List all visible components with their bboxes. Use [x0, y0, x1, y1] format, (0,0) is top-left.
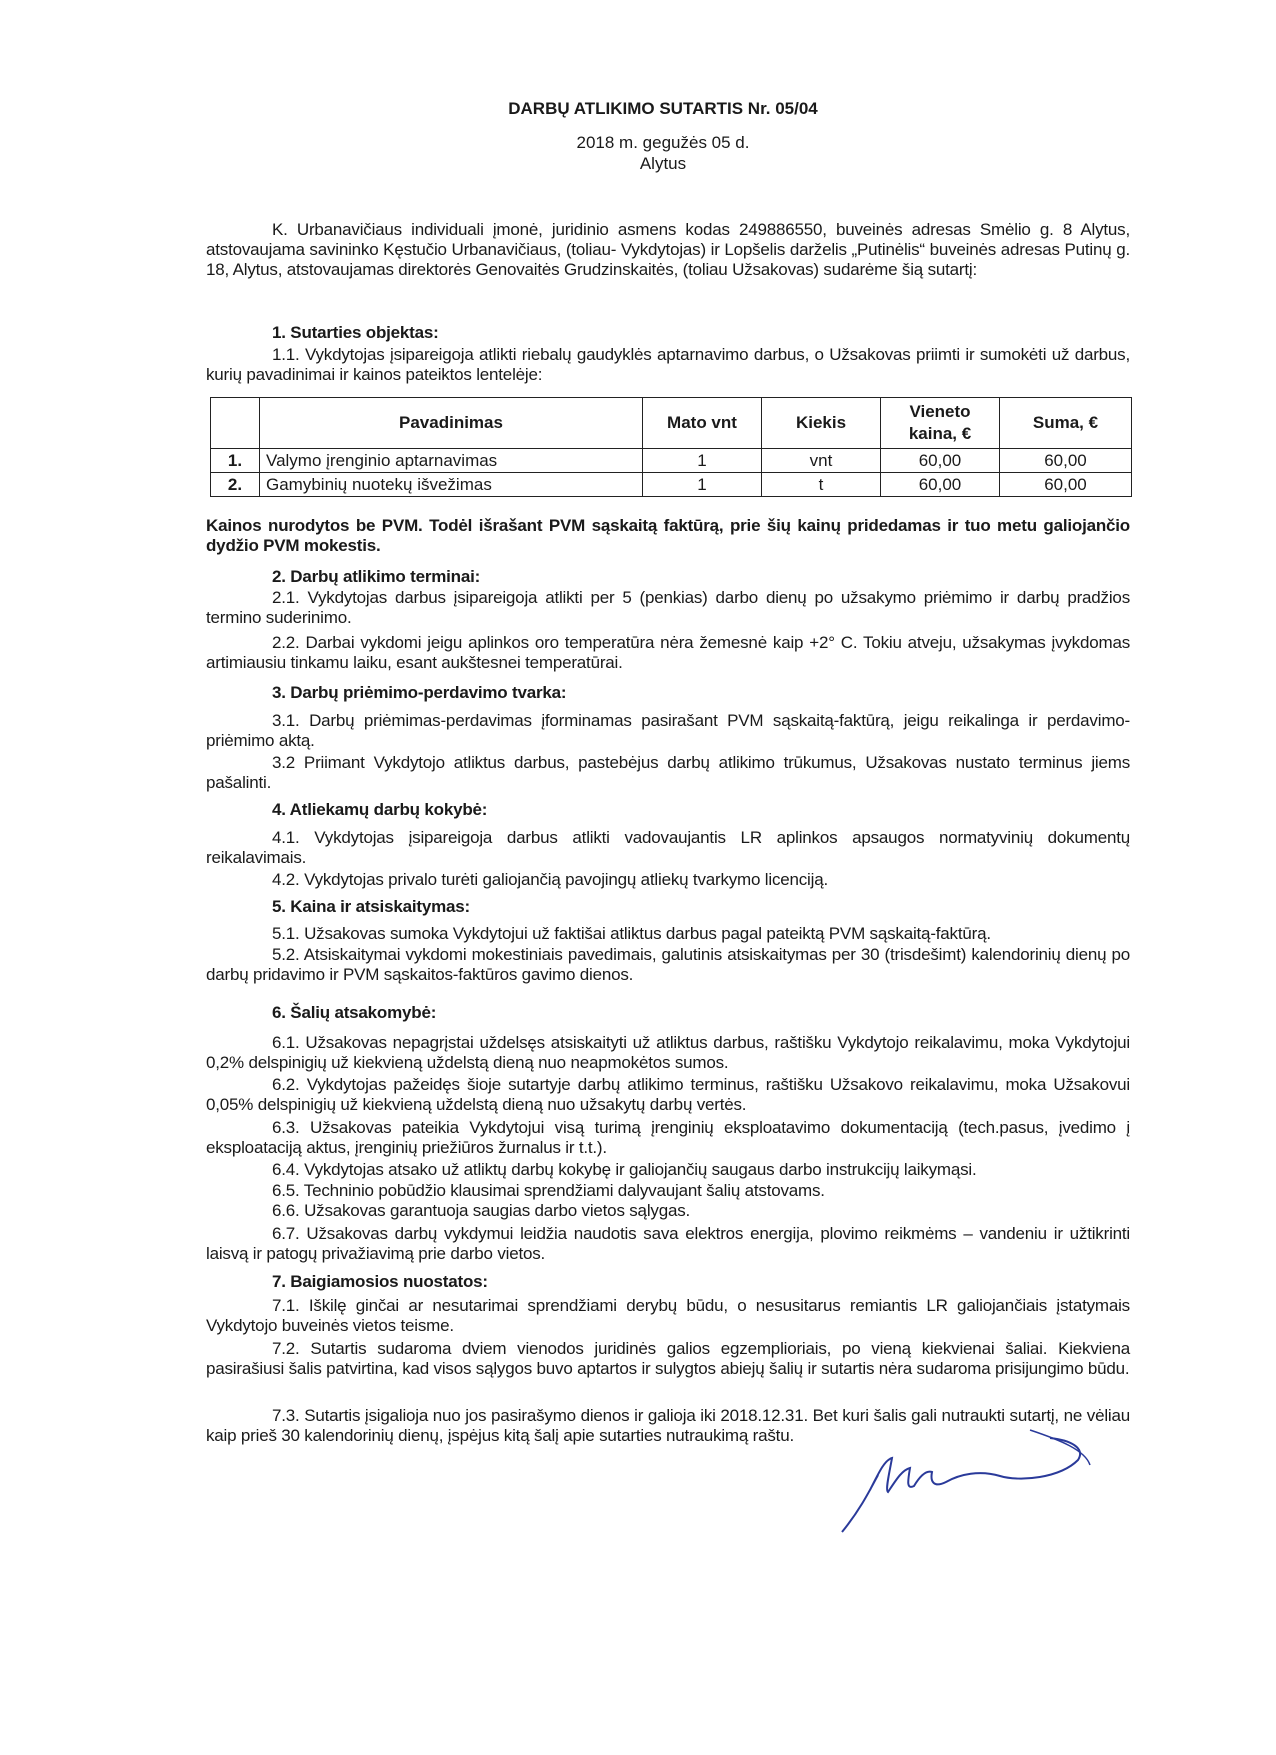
clause-6-3: 6.3. Užsakovas pateikia Vykdytojui visą turimą įrenginių eksploatavimo dokumentaciją (tech.pasus, įvedimo į eksploataciją aktus, įrenginių priežiūros žurnalus ir t.t.). [206, 1118, 1130, 1157]
clause-6-2: 6.2. Vykdytojas pažeidęs šioje sutartyje darbų atlikimo terminus, raštišku Užsakovo reikalavimu, moka Užsakovui 0,05% delspinigių už kiekvieną uždelstą dieną nuo užsakytų darbų vertės. [206, 1075, 1130, 1114]
clause-6-5: 6.5. Techninio pobūdžio klausimai sprendžiami dalyvaujant šalių atstovams. [272, 1181, 825, 1200]
section-3-heading: 3. Darbų priėmimo-perdavimo tvarka: [272, 683, 567, 702]
clause-4-2: 4.2. Vykdytojas privalo turėti galiojančią pavojingų atliekų tvarkymo licenciją. [272, 870, 828, 889]
col-quantity: Kiekis [762, 398, 881, 449]
handwritten-signature [830, 1420, 1100, 1540]
cell-unit: 1 [643, 473, 762, 497]
clause-5-1: 5.1. Užsakovas sumoka Vykdytojui už faktišai atliktus darbus pagal pateiktą PVM sąskaitą-faktūrą. [272, 924, 991, 943]
clause-3-2: 3.2 Priimant Vykdytojo atliktus darbus, pastebėjus darbų atlikimo trūkumus, Užsakovas nustato terminus jiems pašalinti. [206, 753, 1130, 792]
cell-unit: 1 [643, 449, 762, 473]
clause-6-6: 6.6. Užsakovas garantuoja saugias darbo vietos sąlygas. [272, 1201, 691, 1220]
clause-4-1: 4.1. Vykdytojas įsipareigoja darbus atlikti vadovaujantis LR aplinkos apsaugos normatyvinių dokumentų reikalavimais. [206, 828, 1130, 867]
clause-7-3: 7.3. Sutartis įsigalioja nuo jos pasirašymo dienos ir galioja iki 2018.12.31. Bet kuri šalis gali nutraukti sutartį, ne vėliau kaip prieš 30 kalendorinių dienų, įspėjus kitą šalį apie sutarties nutraukimą raštu. [206, 1406, 1130, 1445]
clause-6-1: 6.1. Užsakovas nepagrįstai uždelsęs atsiskaityti už atliktus darbus, raštišku Vykdytojo reikalavimu, moka Vykdytojui 0,2% delspinigių už kiekvieną uždelstą dieną nuo neapmokėtos sumos. [206, 1033, 1130, 1072]
table-header-row [211, 398, 1132, 449]
col-sum: Suma, € [1000, 398, 1132, 449]
clause-2-1: 2.1. Vykdytojas darbus įsipareigoja atlikti per 5 (penkias) darbo dienų po užsakymo priėmimo ir darbų pradžios termino suderinimo. [206, 588, 1130, 627]
clause-2-2: 2.2. Darbai vykdomi jeigu aplinkos oro temperatūra nėra žemesnė kaip +2° C. Tokiu atveju, užsakymas įvykdomas artimiausiu tinkamu laiku, esant aukštesnei temperatūrai. [206, 633, 1130, 672]
col-unit-price: Vieneto kaina, € [881, 398, 1000, 449]
clause-6-4: 6.4. Vykdytojas atsako už atliktų darbų kokybę ir galiojančių saugaus darbo instrukcijų laikymąsi. [272, 1160, 977, 1179]
section-2-heading: 2. Darbų atlikimo terminai: [272, 567, 481, 586]
document-title: DARBŲ ATLIKIMO SUTARTIS Nr. 05/04 [508, 99, 818, 118]
clause-7-1: 7.1. Iškilę ginčai ar nesutarimai sprendžiami derybų būdu, o nesusitarus remiantis LR galiojančiais įstatymais Vykdytojo buveinės vietos teisme. [206, 1296, 1130, 1335]
clause-3-1: 3.1. Darbų priėmimas-perdavimas įforminamas pasirašant PVM sąskaitą-faktūrą, jeigu reikalinga ir perdavimo-priėmimo aktą. [206, 711, 1130, 750]
col-unit: Mato vnt [643, 398, 762, 449]
section-5-heading: 5. Kaina ir atsiskaitymas: [272, 897, 470, 916]
cell-quantity: t [762, 473, 881, 497]
clause-1-1: 1.1. Vykdytojas įsipareigoja atlikti riebalų gaudyklės aptarnavimo darbus, o Užsakovas priimti ir sumokėti už darbus, kurių pavadinimai ir kainos pateiktos lentelėje: [206, 345, 1130, 384]
cell-sum: 60,00 [1000, 473, 1132, 497]
col-name: Pavadinimas [260, 398, 643, 449]
cell-name: Gamybinių nuotekų išvežimas [260, 473, 643, 497]
vat-note: Kainos nurodytos be PVM. Todėl išrašant PVM sąskaitą faktūrą, prie šių kainų pridedamas ir tuo metu galiojančio dydžio PVM mokestis. [206, 516, 1130, 555]
clause-6-7: 6.7. Užsakovas darbų vykdymui leidžia naudotis sava elektros energija, plovimo reikmėms – vandeniu ir užtikrinti laisvą ir patogų privažiavimą prie darbo vietos. [206, 1224, 1130, 1263]
cell-number: 1. [211, 449, 260, 473]
cell-sum: 60,00 [1000, 449, 1132, 473]
cell-name: Valymo įrenginio aptarnavimas [260, 449, 643, 473]
section-1-heading: 1. Sutarties objektas: [272, 323, 439, 342]
cell-number: 2. [211, 473, 260, 497]
section-4-heading: 4. Atliekamų darbų kokybė: [272, 800, 488, 819]
cell-quantity: vnt [762, 449, 881, 473]
price-table [210, 397, 1132, 497]
table-row [211, 473, 1132, 497]
document-city: Alytus [639, 154, 687, 173]
section-6-heading: 6. Šalių atsakomybė: [272, 1003, 437, 1022]
cell-unit-price: 60,00 [881, 473, 1000, 497]
clause-5-2: 5.2. Atsiskaitymai vykdomi mokestiniais pavedimais, galutinis atsiskaitymas per 30 (trisdešimt) kalendorinių dienų po darbų pridavimo ir PVM sąskaitos-faktūros gavimo dienos. [206, 945, 1130, 984]
section-7-heading: 7. Baigiamosios nuostatos: [272, 1272, 488, 1291]
clause-7-2: 7.2. Sutartis sudaroma dviem vienodos juridinės galios egzemplioriais, po vieną kiekvienai šaliai. Kiekviena pasirašiusi šalis patvirtina, kad visos sąlygos buvo aptartos ir sulygtos abiejų šalių ir sutartis nėra sudaroma prisijungimo būdu. [206, 1339, 1130, 1378]
intro-paragraph: K. Urbanavičiaus individuali įmonė, juridinio asmens kodas 249886550, buveinės adresas Smėlio g. 8 Alytus, atstovaujama savininko Kęstučio Urbanavičiaus, (toliau- Vykdytojas) ir Lopšelis darželis „Putinėlis“ buveinės adresas Putinų g. 18, Alytus, atstovaujamas direktorės Genovaitės Grudzinskaitės, (toliau Užsakovas) sudarėme šią sutartį: [206, 220, 1130, 279]
cell-unit-price: 60,00 [881, 449, 1000, 473]
table-row [211, 449, 1132, 473]
col-number [211, 398, 260, 449]
document-date: 2018 m. gegužės 05 d. [576, 133, 750, 152]
